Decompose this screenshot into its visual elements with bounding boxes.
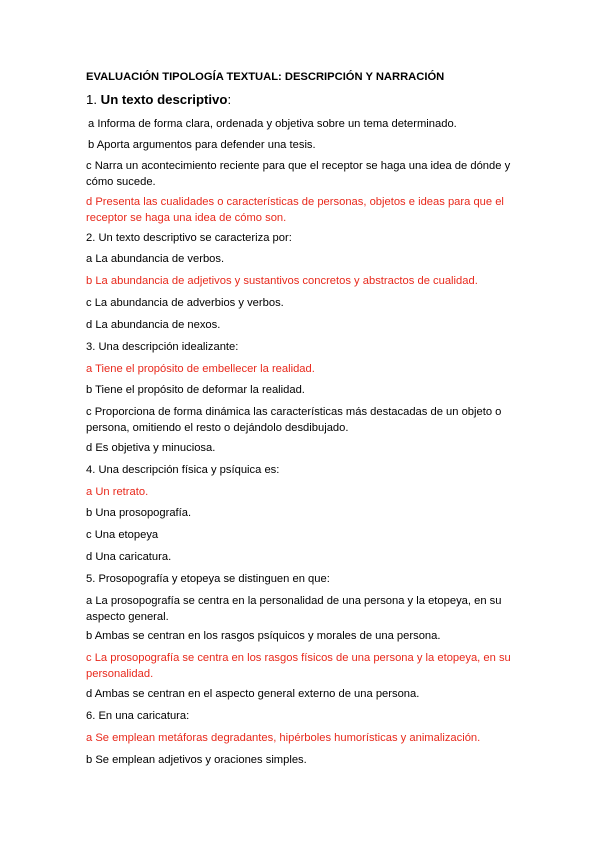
question-2: 2. Un texto descriptivo se caracteriza por: [86,232,292,244]
question-1-heading: Un texto descriptivo [100,92,228,107]
q2-option-d: d La abundancia de nexos. [86,319,221,331]
q2-option-a: a La abundancia de verbos. [86,253,225,265]
q3-option-d: d Es objetiva y minuciosa. [86,442,216,454]
question-1-colon: : [227,92,232,107]
q1-option-b: b Aporta argumentos para defender una tesis. [88,139,316,151]
question-4: 4. Una descripción física y psíquica es: [86,464,280,476]
q4-option-a-correct: a Un retrato. [86,486,149,498]
question-5: 5. Prosopografía y etopeya se distinguen en que: [86,573,330,585]
q1-option-a: a Informa de forma clara, ordenada y objetiva sobre un tema determinado. [88,118,457,130]
q1-option-c: c Narra un acontecimiento reciente para que el receptor se haga una idea de dónde y cómo sucede. [86,160,511,188]
q5-option-b: b Ambas se centran en los rasgos psíquicos y morales de una persona. [86,630,441,642]
q6-option-b: b Se emplean adjetivos y oraciones simples. [86,754,307,766]
question-1 [86,92,231,108]
q4-option-c: c Una etopeya [86,529,159,541]
q5-option-d: d Ambas se centran en el aspecto general externo de una persona. [86,688,420,700]
q3-option-c: c Proporciona de forma dinámica las características más destacadas de un objeto o persona, omitiendo el resto o dejándolo desdibujado. [86,406,502,434]
question-3: 3. Una descripción idealizante: [86,341,239,353]
q4-option-d: d Una caricatura. [86,551,172,563]
q2-option-b-correct: b La abundancia de adjetivos y sustantivos concretos y abstractos de cualidad. [86,275,478,287]
q5-option-c-correct: c La prosopografía se centra en los rasgos físicos de una persona y la etopeya, en su personalidad. [86,652,511,680]
q5-option-a: a La prosopografía se centra en la personalidad de una persona y la etopeya, en su aspecto general. [86,595,502,623]
question-1-number: 1. [86,92,97,107]
q2-option-c: c La abundancia de adverbios y verbos. [86,297,284,309]
q3-option-a-correct: a Tiene el propósito de embellecer la realidad. [86,363,315,375]
document-title: EVALUACIÓN TIPOLOGÍA TEXTUAL: DESCRIPCIÓN Y NARRACIÓN [86,71,445,83]
q3-option-b: b Tiene el propósito de deformar la realidad. [86,384,305,396]
q1-option-d-correct: d Presenta las cualidades o características de personas, objetos e ideas para que el receptor se haga una idea de cómo son. [86,196,504,224]
q6-option-a-correct: a Se emplean metáforas degradantes, hipérboles humorísticas y animalización. [86,732,481,744]
q4-option-b: b Una prosopografía. [86,507,192,519]
question-6: 6. En una caricatura: [86,710,190,722]
